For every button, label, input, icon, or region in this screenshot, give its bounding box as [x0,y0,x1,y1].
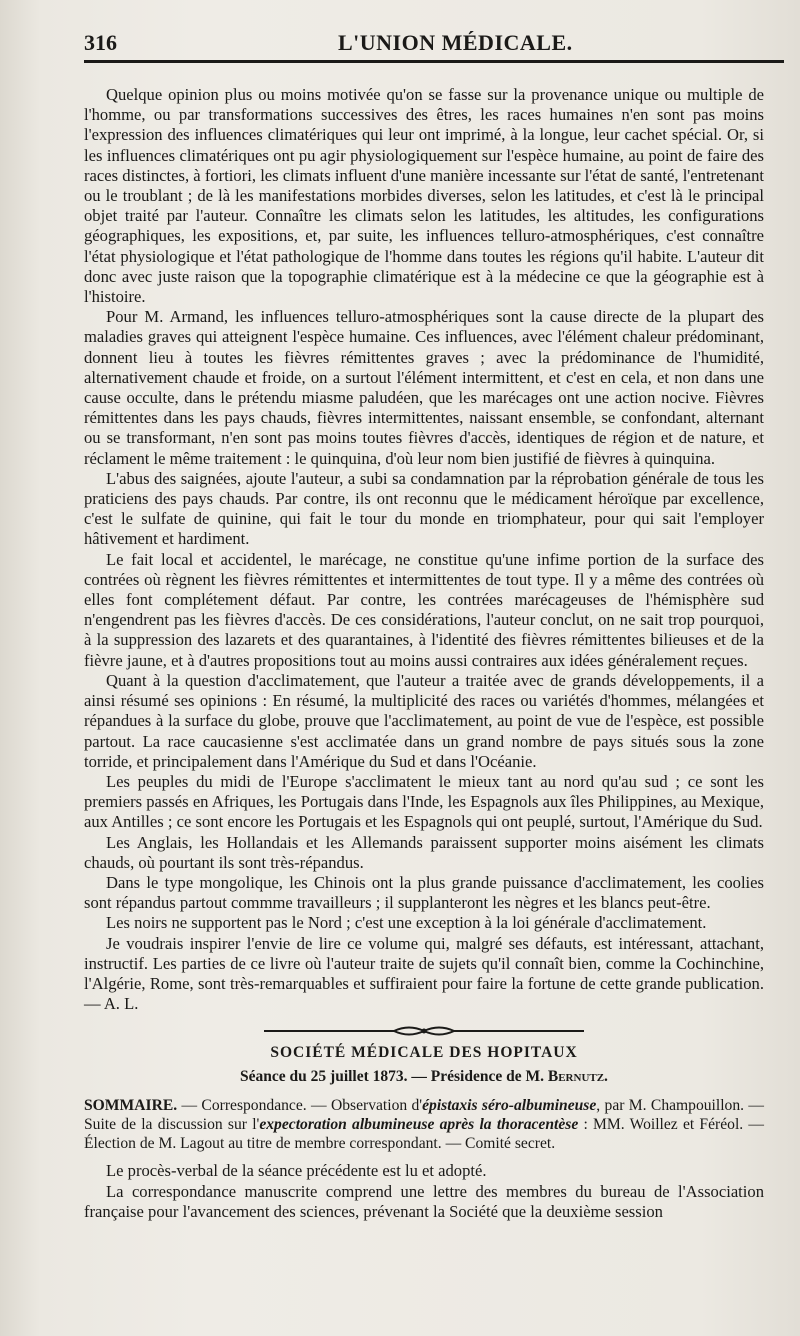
article-paragraph: Quant à la question d'acclimatement, que l'auteur a traitée avec de grands développements, il a ainsi résumé ses opinions : En résumé, la multiplicité des races ou variétés d'hommes, mélangées et répandues à la surface du globe, prouve que l'acclimatement, au point de vue de l'espèce, est possible partout. La race caucasienne s'est acclimatée dans un grand nombre de pays situés sous la zone torride, et principalement dans l'Amérique du Sud et dans l'Océanie. [84,670,764,771]
article-paragraph: Les peuples du midi de l'Europe s'acclimatent le mieux tant au nord qu'au sud ; ce sont les premiers passés en Afriques, les Portugais dans l'Inde, les Espagnols aux îles Philippines, au Mexique, aux Antilles ; ce sont encore les Portugais et les Espagnols qui ont peuplé, surtout, l'Amérique du Sud. [84,771,764,832]
article-paragraph: Dans le type mongolique, les Chinois ont la plus grande puissance d'acclimatement, les coolies sont répandus partout commme travailleurs ; il supplanteront les nègres et les blancs peut-être. [84,872,764,913]
minutes-body [84,1161,764,1222]
session-president: Bernutz. [547,1068,608,1086]
article-paragraph: Le fait local et accidentel, le marécage, ne constitue qu'une infime portion de la surface des contrées où règnent les fièvres rémittentes et intermittentes de tout type. Il y a même des contrées où elles font complétement défaut. Par contre, les contrées marécageuses de l'hémisphère sud n'engendrent pas les fièvres d'accès. De ces considérations, l'auteur conclut, on ne sait trop pourquoi, à la suppression des lazarets et des quarantaines, à l'identité des fièvres rémittentes bilieuses et de la fièvre jaune, et à d'autres propositions tout au moins aussi contraires aux idées généralement reçues. [84,549,764,670]
minutes-paragraph: La correspondance manuscrite comprend une lettre des membres du bureau de l'Association française pour l'avancement des sciences, prévenant la Société que la deuxième session [84,1181,764,1221]
article-paragraph: Pour M. Armand, les influences telluro-atmosphériques sont la cause directe de la plupart des maladies graves qui atteignent l'espèce humaine. Ces influences, avec l'élément chaleur prédominant, donnent lieu à toutes les fièvres rémittentes graves ; avec la prédominance de l'humidité, alternativement chaude et froide, on a surtout l'élément intermittent, et c'est en cela, et non dans une cause occulte, dans le prétendu miasme paludéen, que les marécages ont une action nocive. Fièvres rémittentes dans les pays chauds, fièvres intermittentes, naissant ensemble, se confondant, alternant ou se transformant, n'en sont pas moins toutes fièvres d'accès, identiques de région et de nature, et réclament le même traitement : le quinquina, d'où leur nom bien justifié de fièvres à quinquina. [84,307,764,468]
page-number: 316 [84,30,117,55]
summary-italic: épistaxis séro-albumineuse [422,1097,597,1115]
summary-label: SOMMAIRE. [84,1097,178,1115]
article-paragraph: Les noirs ne supportent pas le Nord ; c'est une exception à la loi générale d'acclimatement. [106,913,707,933]
summary-text: , par M. Champouillon. — Suite de la discussion sur l' [84,1097,764,1134]
summary-text: — Correspondance. — Observation d' [177,1097,423,1115]
article-paragraph: Je voudrais inspirer l'envie de lire ce volume qui, malgré ses défauts, est intéressant, attachant, instructif. Les parties de ce livre où l'auteur traite de sujets qu'il connaît bien, comme la Cochinchine, l'Algérie, Rome, sont très-remarquables et suffiraient pour faire la fortune de cette grande publication. — A. L. [84,933,764,1014]
article-body [84,85,764,1014]
session-summary [84,1096,764,1153]
journal-title: L'UNION MÉDICALE. [338,30,573,55]
society-title: SOCIÉTÉ MÉDICALE DES HOPITAUX [270,1044,578,1062]
summary-italic: expectoration albumineuse après la thoracentèse [259,1116,579,1134]
article-paragraph: Les Anglais, les Hollandais et les Allemands paraissent supporter moins aisément les climats chauds, où pourtant ils sont très-répandus. [84,832,764,872]
article-paragraph: L'abus des saignées, ajoute l'auteur, a subi sa condamnation par la réprobation générale de tous les praticiens des pays chauds. Par contre, ils ont reconnu que le médicament héroïque par excellence, c'est le sulfate de quinine, qui fait le tour du monde en triomphateur, pour qui sait l'employer hâtivement et hardiment. [84,468,764,549]
running-head [84,20,784,63]
session-line [84,1068,764,1086]
summary-text: : MM. Woillez et Féréol. — Élection de M. Lagout au titre de membre correspondant. — Comité secret. [84,1116,764,1153]
section-divider-ornament [264,1024,584,1038]
session-date-line: Séance du 25 juillet 1873. — Présidence de M. [240,1068,544,1086]
article-paragraph: Quelque opinion plus ou moins motivée qu'on se fasse sur la provenance unique ou multiple de l'homme, ou par transformations successives des êtres, les races humaines n'en sont pas moins l'expression des influences climatériques qui leur ont imprimé, à la longue, leur cachet spécial. Or, si les influences climatériques ont pu agir physiologiquement sur l'espèce humaine, au point de faire des races distinctes, à fortiori, les climats influent d'une manière incessante sur l'état de santé, l'entretenant ou le troublant ; de là les manifestations morbides diverses, selon les latitudes, et c'est là le principal objet traité par l'auteur. Connaître les climats selon les latitudes, les altitudes, les configurations géographiques, les expositions, et, par suite, les influences telluro-atmosphériques, c'est connaître l'état physiologique et l'état pathologique de l'homme dans toutes les régions qu'il habite. L'auteur dit donc avec juste raison que la topographie climatérique est à la médecine ce que la géographie est à l'histoire. [84,85,764,307]
minutes-paragraph: Le procès-verbal de la séance précédente est lu et adopté. [106,1161,487,1181]
